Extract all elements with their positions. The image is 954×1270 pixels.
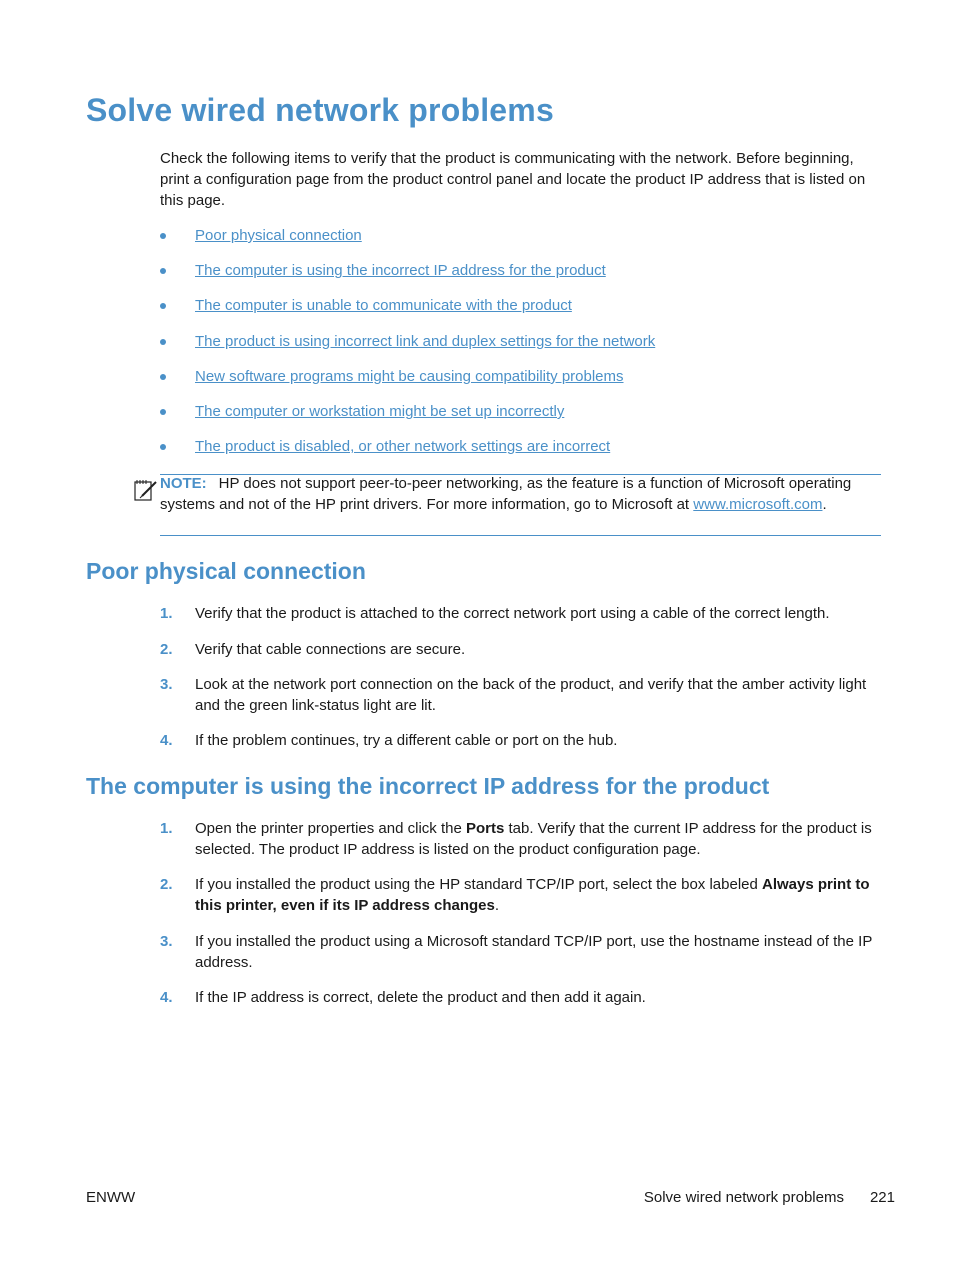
- bullet-icon: [160, 268, 166, 274]
- step-number: 4.: [160, 732, 173, 749]
- step-text: Verify that cable connections are secure.: [195, 641, 466, 658]
- step-number: 1.: [160, 605, 173, 622]
- bullet-icon: [160, 303, 166, 309]
- step-number: 2.: [160, 876, 173, 893]
- step-text-part: .: [494, 897, 500, 914]
- topic-link[interactable]: The computer is unable to communicate with the product: [195, 297, 572, 315]
- list-item: [160, 639, 880, 660]
- step-text-part: If you installed the product using the HP standard TCP/IP port, select the box labeled: [195, 876, 763, 893]
- list-item: [160, 987, 880, 1008]
- step-text: [195, 818, 880, 860]
- step-text: If you installed the product using a Microsoft standard TCP/IP port, use the hostname instead of the IP address.: [195, 933, 873, 971]
- list-item: [160, 730, 880, 751]
- list-item: [160, 874, 880, 916]
- always-print-option-label: Always print to this printer, even if its IP address changes: [195, 876, 870, 914]
- list-item: [160, 818, 880, 860]
- list-item: [160, 931, 880, 973]
- topic-link[interactable]: New software programs might be causing compatibility problems: [195, 367, 624, 385]
- step-text: [195, 874, 880, 916]
- bullet-icon: [160, 339, 166, 345]
- list-item: [160, 674, 880, 716]
- topic-link[interactable]: The product is disabled, or other network settings are incorrect: [195, 438, 611, 456]
- step-text-part: Open the printer properties and click the: [195, 820, 466, 837]
- step-text: Verify that the product is attached to the correct network port using a cable of the correct length.: [195, 605, 830, 622]
- footer-edition: ENWW: [86, 1189, 136, 1206]
- step-number: 1.: [160, 820, 173, 837]
- footer-section: [644, 1189, 895, 1206]
- note-text: [160, 473, 881, 515]
- step-text: If the problem continues, try a different cable or port on the hub.: [195, 732, 618, 749]
- topic-link[interactable]: Poor physical connection: [195, 227, 362, 244]
- note-pencil-icon: [134, 479, 158, 501]
- step-text: Look at the network port connection on the back of the product, and verify that the amber activity light and the green link-status light are lit.: [195, 676, 867, 714]
- bullet-icon: [160, 374, 166, 380]
- note-body: HP does not support peer-to-peer networking, as the feature is a function of Microsoft operating systems and not of the HP print drivers. For more information, go to Microsoft at: [160, 475, 852, 513]
- step-number: 4.: [160, 989, 173, 1006]
- section-heading-poor-physical-connection: Poor physical connection: [86, 558, 366, 584]
- step-number: 2.: [160, 641, 173, 658]
- topic-link[interactable]: The computer or workstation might be set up incorrectly: [195, 402, 565, 420]
- intro-paragraph: Check the following items to verify that the product is communicating with the network. Before beginning, print a configuration page from the product control panel and locate the product IP address that is listed on this page.: [160, 150, 866, 209]
- topic-link[interactable]: The product is using incorrect link and duplex settings for the network: [195, 332, 656, 350]
- microsoft-link[interactable]: www.microsoft.com: [693, 496, 823, 513]
- note-label: NOTE:: [160, 475, 207, 492]
- step-text: If the IP address is correct, delete the product and then add it again.: [195, 989, 646, 1006]
- note-end: .: [822, 496, 827, 513]
- section-heading-incorrect-ip-address: The computer is using the incorrect IP address for the product: [86, 773, 770, 799]
- note-box: [160, 474, 881, 536]
- bullet-icon: [160, 444, 166, 450]
- bullet-icon: [160, 409, 166, 415]
- page-title: Solve wired network problems: [86, 92, 554, 128]
- page-number: 221: [869, 1189, 895, 1206]
- step-text-part: tab. Verify that the current IP address for the product is selected. The product IP address is listed on the product configuration page.: [195, 820, 872, 858]
- step-number: 3.: [160, 933, 173, 950]
- ports-tab-label: Ports: [465, 820, 505, 837]
- topic-link[interactable]: The computer is using the incorrect IP address for the product: [195, 262, 606, 280]
- footer-section-title: Solve wired network problems: [643, 1189, 844, 1206]
- list-item: [160, 603, 880, 624]
- step-number: 3.: [160, 676, 173, 693]
- bullet-icon: [160, 233, 166, 239]
